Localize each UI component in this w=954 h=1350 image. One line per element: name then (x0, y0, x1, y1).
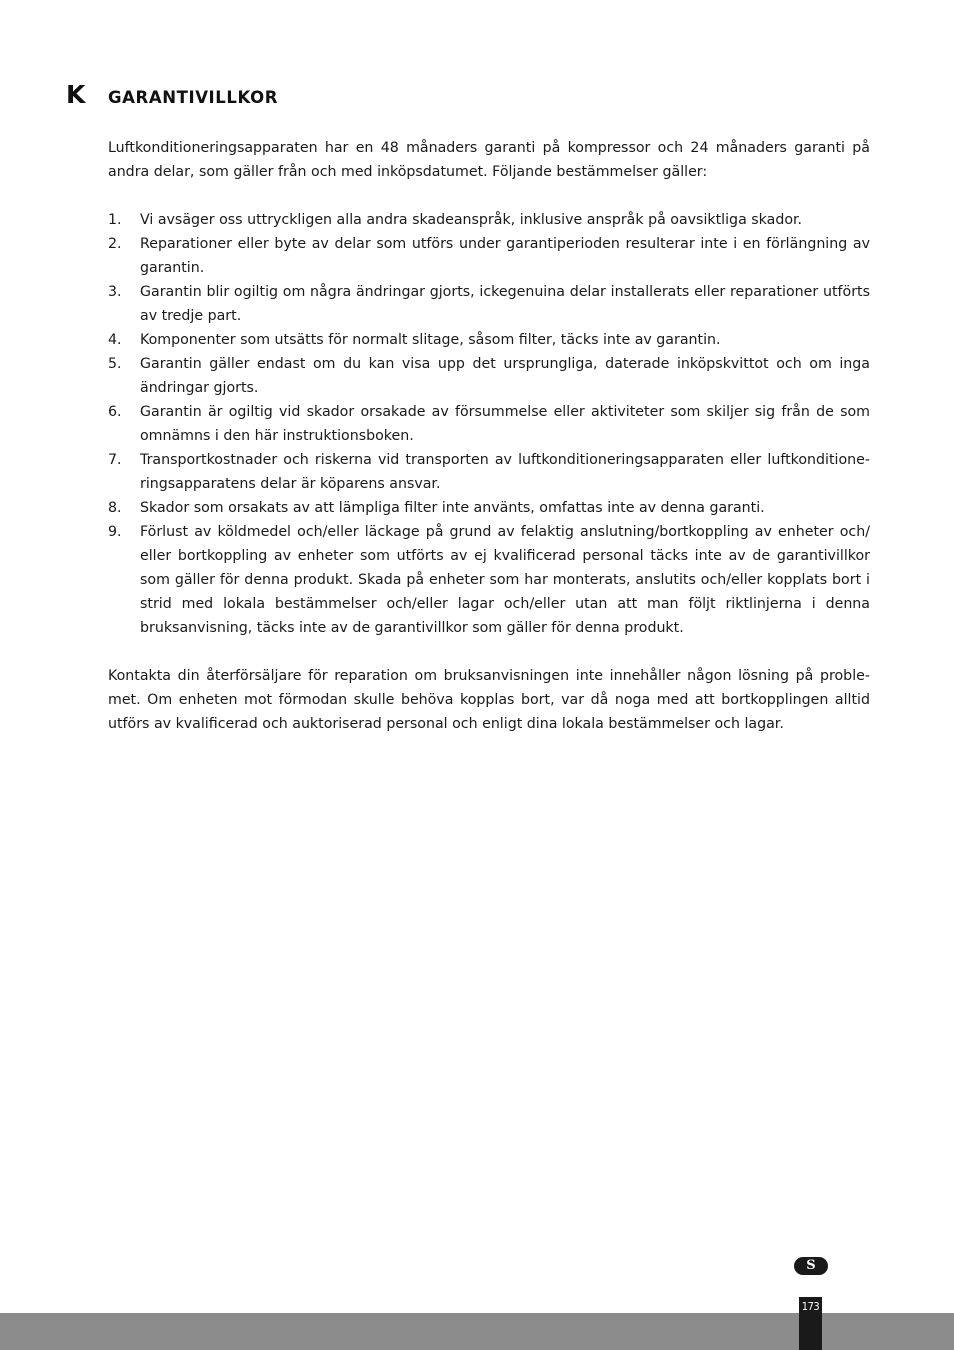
condition-text: Garantin gäller endast om du kan visa upp det ursprungliga, daterade inköpskvittot och om inga ändringar gjorts. (140, 356, 870, 396)
condition-item (108, 400, 870, 448)
condition-item (108, 232, 870, 280)
condition-number: 9. (108, 524, 122, 540)
condition-number: 3. (108, 284, 122, 300)
language-badge: S (794, 1257, 828, 1275)
condition-text: Garantin är ogiltig vid skador orsakade av försummelse eller aktiviteter som skiljer sig från de som omnämns i den här instruktionsboken. (140, 404, 870, 444)
condition-number: 8. (108, 500, 122, 516)
condition-number: 2. (108, 236, 122, 252)
condition-item (108, 208, 870, 232)
section-title: GARANTIVILLKOR (108, 88, 279, 107)
conditions-list (108, 208, 870, 640)
condition-text: Reparationer eller byte av delar som utförs under garantiperioden resulterar inte i en förlängning av garantin. (140, 236, 870, 276)
warranty-content (108, 136, 870, 736)
condition-number: 6. (108, 404, 122, 420)
condition-item (108, 496, 870, 520)
condition-text: Vi avsäger oss uttryckligen alla andra skadeanspråk, inklusive anspråk på oavsiktliga skador. (140, 212, 803, 228)
condition-text: Skador som orsakats av att lämpliga filter inte använts, omfattas inte av denna garanti. (140, 500, 765, 516)
condition-number: 1. (108, 212, 122, 228)
page-number: 173 (801, 1300, 820, 1313)
condition-item (108, 280, 870, 328)
condition-item (108, 520, 870, 640)
condition-text: Transportkostnader och riskerna vid transporten av luftkonditioneringsapparaten eller luftkonditioneringsapparatens delar är köparens ansvar. (140, 452, 870, 492)
condition-item (108, 328, 870, 352)
intro-paragraph: Luftkonditioneringsapparaten har en 48 månaders garanti på kompressor och 24 månaders garanti på andra delar, som gäller från och med inköpsdatumet. Följande bestämmelser gäller: (108, 140, 870, 180)
condition-item (108, 448, 870, 496)
condition-text: Komponenter som utsätts för normalt slitage, såsom filter, täcks inte av garantin. (140, 332, 721, 348)
section-letter: K (66, 80, 86, 109)
condition-number: 4. (108, 332, 122, 348)
condition-number: 7. (108, 452, 122, 468)
closing-paragraph: Kontakta din återförsäljare för reparation om bruksanvisningen inte innehåller någon lösning på problemet. Om enheten mot förmodan skulle behöva kopplas bort, var då noga med att bortkopplingen alltid utförs av kvalificerad och auktoriserad personal och enligt dina lokala bestämmelser och lagar. (108, 668, 870, 732)
condition-number: 5. (108, 356, 122, 372)
condition-text: Garantin blir ogiltig om några ändringar gjorts, ickegenuina delar installerats eller reparationer utförts av tredje part. (140, 284, 870, 324)
condition-text: Förlust av köldmedel och/eller läckage på grund av felaktig anslutning/bortkoppling av enheter och/ eller bortkoppling av enheter som utförts av ej kvalificerad personal täcks inte av de garantivillkor som gäller för denna produkt. Skada på enheter som har monterats, anslutits och/eller kopplats bort i strid med lokala bestämmelser och/eller lagar och/eller utan att man följt riktlinjerna i denna bruksanvisning, täcks inte av de garantivillkor som gäller för denna produkt. (140, 524, 870, 636)
condition-item (108, 352, 870, 400)
